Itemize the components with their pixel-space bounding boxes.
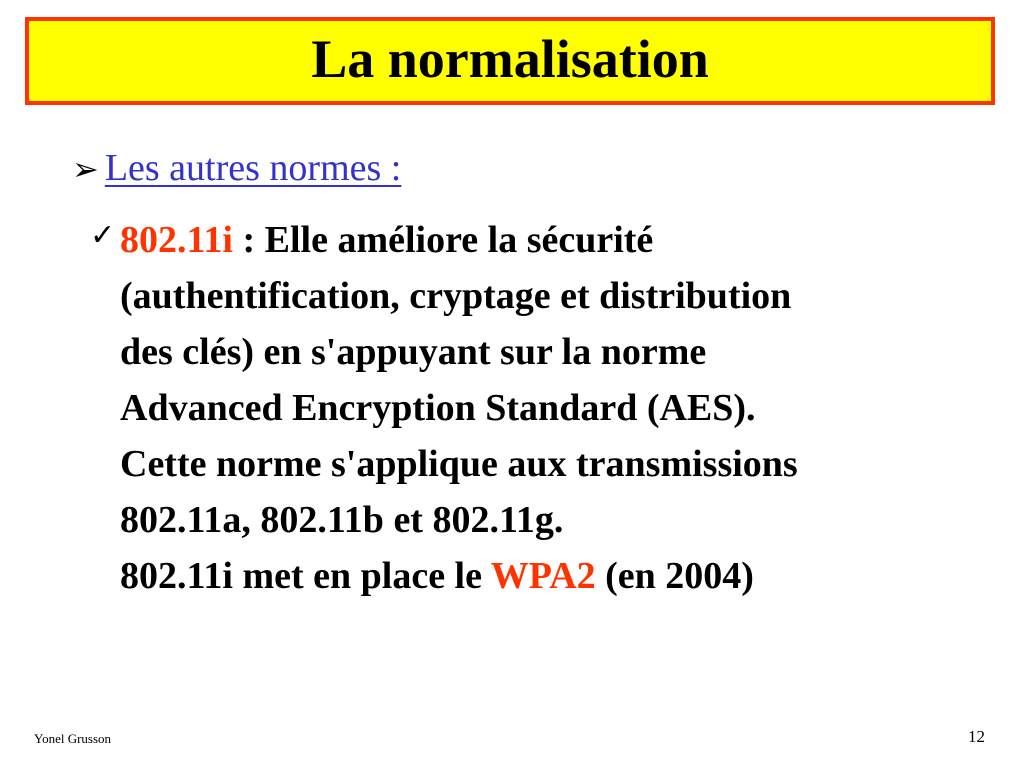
page-number: 12 xyxy=(968,727,985,746)
standard-name: 802.11i xyxy=(120,219,233,261)
bullet-line-1 xyxy=(120,212,990,268)
bullet-line-2: (authentification, cryptage et distribution xyxy=(120,275,792,317)
bullet-line-7-end: (en 2004) xyxy=(595,555,754,597)
footer-author: Yonel Grusson xyxy=(34,731,112,746)
bullet-line-3: des clés) en s'appuyant sur la norme xyxy=(120,331,707,373)
bullet-line-7-start: 802.11i met en place le xyxy=(120,555,491,597)
checkmark-icon: ✓ xyxy=(90,218,116,253)
wpa2-highlight: WPA2 xyxy=(490,555,596,597)
bullet-line-4: Advanced Encryption Standard (AES). xyxy=(120,387,756,429)
bullet-level1 xyxy=(72,146,401,190)
bullet-line-1-text: : Elle améliore la sécurité xyxy=(232,219,654,261)
section-heading-link[interactable]: Les autres normes : xyxy=(104,147,402,189)
title-banner xyxy=(25,17,995,105)
bullet-body xyxy=(120,212,990,604)
bullet-line-7 xyxy=(120,548,990,604)
bullet-line-6: 802.11a, 802.11b et 802.11g. xyxy=(120,499,564,541)
bullet-line-5: Cette norme s'applique aux transmissions xyxy=(120,443,798,485)
arrow-bullet-icon: ➢ xyxy=(72,150,99,188)
slide-title: La normalisation xyxy=(311,29,709,89)
